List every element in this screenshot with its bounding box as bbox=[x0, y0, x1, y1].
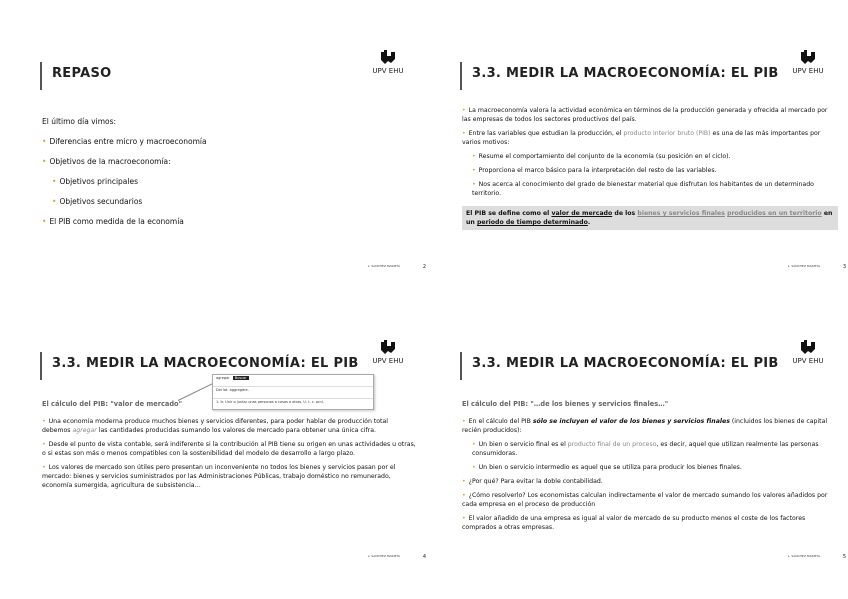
page-number: 5 bbox=[842, 554, 846, 560]
list-item: • Nos acerca al conocimiento del grado de bienestar material que disfrutan los habitantes de un determinado territorio. bbox=[472, 181, 814, 197]
list-item: • El PIB como medida de la economía bbox=[42, 217, 184, 226]
page-number: 3 bbox=[842, 264, 846, 270]
slide-4 bbox=[450, 330, 848, 560]
list-item: • Un bien o servicio final es el producto final de un proceso, es decir, aquel que utilizan realmente las personas consumidoras. bbox=[472, 441, 819, 457]
page-number: 4 bbox=[422, 554, 426, 560]
paragraph: • El valor añadido de una empresa es igual al valor de mercado de su producto menos el coste de los factores comprados a otras empresas. bbox=[462, 515, 806, 531]
list-item: El último día vimos: bbox=[42, 117, 117, 126]
paragraph: • Desde el punto de vista contable, será indiferente si la contribución al PIB tiene su origen en unas actividades u otras, o si estas son más o menos compatibles con la sostenibilidad del modelo de desarrollo a largo plazo. bbox=[42, 441, 416, 457]
upv-ehu-logo-icon bbox=[799, 50, 817, 66]
footer-author: L. SANCHEZ MARIETA bbox=[787, 264, 820, 268]
slide-title: 3.3. MEDIR LA MACROECONOMÍA: EL PIB bbox=[472, 66, 779, 81]
page-number: 2 bbox=[422, 264, 426, 270]
slide-body bbox=[462, 106, 838, 230]
sub-heading: El cálculo del PIB: "valor de mercado" bbox=[42, 400, 183, 408]
upv-ehu-logo-icon bbox=[379, 50, 397, 66]
paragraph: • Los valores de mercado son útiles pero presentan un inconveniente no todos los bienes y servicios pasan por el mercado: bienes y servicios suministrados por las Administraciones Públicas, trabajo doméstico no remunerado, economía sumergida, agricultura de subsistencia… bbox=[42, 464, 396, 489]
definition-box: El PIB se define como el valor de mercado de los bienes y servicios finales producidos en un territorio en un periodo de tiempo determinado. bbox=[462, 206, 838, 230]
slide-title: 3.3. MEDIR LA MACROECONOMÍA: EL PIB bbox=[472, 356, 779, 371]
slide-3 bbox=[30, 330, 430, 560]
sub-heading: El cálculo del PIB: "…de los bienes y servicios finales…" bbox=[462, 400, 669, 408]
paragraph: • ¿Por qué? Para evitar la doble contabilidad. bbox=[462, 478, 603, 485]
title-bar bbox=[40, 352, 42, 380]
paragraph: • Una economía moderna produce muchos bienes y servicios diferentes, para poder hablar de producción total debemos agregar las cantidades producidas sumando los valores de mercado para obtener una única cifra. bbox=[42, 418, 388, 434]
footer-author: L. SANCHEZ MARIETA bbox=[787, 554, 820, 558]
list-item: • Proporciona el marco básico para la interpretación del resto de las variables. bbox=[472, 167, 717, 174]
logo-text: UPV EHU bbox=[372, 357, 404, 365]
list-item: • Diferencias entre micro y macroeconomía bbox=[42, 137, 207, 146]
footer-author: L. SANCHEZ MARIETA bbox=[367, 264, 400, 268]
list-item: • Objetivos secundarios bbox=[52, 197, 143, 206]
slide-body bbox=[42, 400, 418, 495]
slide-2 bbox=[450, 40, 848, 270]
upv-ehu-logo bbox=[784, 340, 832, 376]
popup-search-button[interactable]: Buscar bbox=[234, 376, 247, 380]
upv-ehu-logo bbox=[784, 50, 832, 86]
upv-ehu-logo bbox=[364, 340, 412, 376]
popup-definition: 1. tr. Unir o juntar unas personas o cosas a otras. U. t. c. prnl. bbox=[213, 399, 373, 411]
slide-body bbox=[462, 400, 838, 537]
list-item: • Un bien o servicio intermedio es aquel que se utiliza para producir los bienes finales. bbox=[472, 464, 742, 471]
upv-ehu-logo-icon bbox=[379, 340, 397, 356]
title-bar bbox=[460, 352, 462, 380]
upv-ehu-logo bbox=[364, 50, 412, 86]
slide-body bbox=[42, 116, 418, 236]
paragraph: • En el cálculo del PIB sólo se incluyen el valor de los bienes y servicios finales (incluidos los bienes de capital recién producidos): bbox=[462, 418, 828, 434]
title-bar bbox=[460, 62, 462, 90]
logo-text: UPV EHU bbox=[792, 67, 824, 75]
logo-text: UPV EHU bbox=[372, 67, 404, 75]
paragraph: • La macroeconomía valora la actividad económica en términos de la producción generada y ofrecida al mercado por las empresas de todos los sectores productivos del país. bbox=[462, 107, 828, 123]
footer-author: L. SANCHEZ MARIETA bbox=[367, 554, 400, 558]
logo-text: UPV EHU bbox=[792, 357, 824, 365]
slide-title: REPASO bbox=[52, 66, 112, 81]
paragraph: • Entre las variables que estudian la producción, el producto interior bruto (PIB) es una de las más importantes por varios motivos: bbox=[462, 130, 821, 146]
list-item: • Resume el comportamiento del conjunto de la economía (su posición en el ciclo). bbox=[472, 153, 731, 160]
slide-1 bbox=[30, 40, 430, 270]
paragraph: • ¿Cómo resolverlo? Los economistas calculan indirectamente el valor de mercado sumando los valores añadidos por cada empresa en el proceso de producción bbox=[462, 492, 828, 508]
list-item: • Objetivos de la macroeconomía: bbox=[42, 157, 171, 166]
title-bar bbox=[40, 62, 42, 90]
slide-title: 3.3. MEDIR LA MACROECONOMÍA: EL PIB bbox=[52, 356, 359, 371]
popup-etymology: Del lat. aggregāre. bbox=[213, 387, 373, 399]
list-item: • Objetivos principales bbox=[52, 177, 138, 186]
upv-ehu-logo-icon bbox=[799, 340, 817, 356]
popup-word: agregar bbox=[216, 376, 230, 380]
